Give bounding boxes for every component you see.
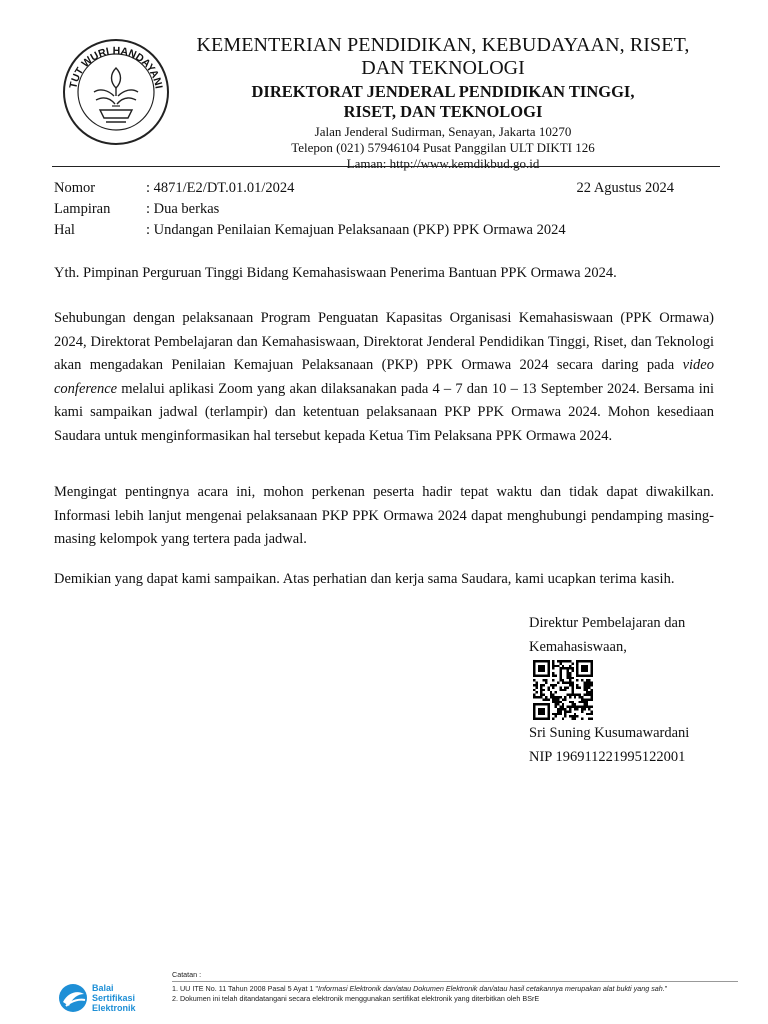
paragraph-1-end: melalui aplikasi Zoom yang akan dilaksanakan pada 4 – 7 dan 10 – 13 September 2024. Bersama ini kami sampaikan jadwal (terlampir) dan ketentuan pelaksanaan PKP PPK Ormawa 2024. Mohon kesediaan Saudara untuk menginformasikan hal tersebut kepada Ketua Tim Pelaksana PPK Ormawa 2024. — [54, 380, 714, 444]
bsre-logo — [56, 980, 166, 1016]
lampiran-value: : Dua berkas — [146, 201, 220, 217]
letter-date: 22 Agustus 2024 — [576, 180, 674, 196]
bsre-line2: Sertifikasi — [92, 993, 136, 1003]
footer-note-1-prefix: 1. UU ITE No. 11 Tahun 2008 Pasal 5 Ayat 1 " — [172, 984, 318, 993]
bsre-line3: Elektronik — [92, 1003, 136, 1013]
footer-note-2: 2. Dokumen ini telah ditandatangani secara elektronik menggunakan sertifikat elektronik yang diterbitkan oleh BSrE — [172, 994, 540, 1003]
meta-nomor-row — [54, 178, 674, 199]
paragraph-1 — [54, 307, 714, 448]
signatory-nip: NIP 196911221995122001 — [529, 748, 686, 765]
footer-note-1 — [172, 984, 738, 994]
letterhead — [176, 34, 710, 172]
svg-text:TUT WURI HANDAYANI: TUT WURI HANDAYANI — [67, 44, 165, 90]
footer-notes-header: Catatan : — [172, 970, 738, 982]
signatory — [529, 722, 749, 769]
tut-wuri-handayani-logo — [60, 36, 172, 148]
signatory-name: Sri Suning Kusumawardani — [529, 725, 690, 741]
paragraph-1-italic: video conference — [54, 357, 714, 397]
ministry-name-line2: DAN TEKNOLOGI — [361, 57, 525, 79]
bsre-line1: Balai — [92, 983, 114, 993]
paragraph-1-start: Sehubungan dengan pelaksanaan Program Penguatan Kapasitas Organisasi Kemahasiswaan (PPK Ormawa) 2024, Direktorat Pembelajaran dan Kemahasiswaan, Direktorat Jenderal Pendidikan Tinggi, Riset, dan Teknologi akan mengadakan Penilaian Kemajuan Pelaksanaan (PKP) PPK Ormawa 2024 secara daring pada — [54, 310, 714, 373]
footer-notes — [172, 970, 738, 1004]
hal-label: Hal — [54, 222, 75, 238]
meta-lampiran-row — [54, 199, 674, 220]
footer-note-1-suffix: " — [664, 984, 668, 993]
paragraph-2: Mengingat pentingnya acara ini, mohon perkenan peserta hadir tepat waktu dan tidak dapat diwakilkan. Informasi lebih lanjut mengenai pelaksanaan PKP PPK Ormawa 2024 dapat menghubungi pendamping masing-masing kelompok yang tertera pada jadwal. — [54, 484, 714, 547]
greeting: Yth. Pimpinan Perguruan Tinggi Bidang Kemahasiswaan Penerima Bantuan PPK Ormawa 2024. — [54, 265, 617, 281]
directorate-name-line2: RISET, DAN TEKNOLOGI — [343, 102, 543, 121]
qr-code-icon — [533, 660, 593, 720]
website-line: Laman: http://www.kemdikbud.go.id — [346, 156, 540, 171]
ministry-name-line1: KEMENTERIAN PENDIDIKAN, KEBUDAYAAN, RISET, — [196, 34, 690, 56]
phone-line: Telepon (021) 57946104 Pusat Panggilan ULT DIKTI 126 — [291, 140, 595, 155]
meta-hal-row — [54, 220, 674, 241]
nomor-value: : 4871/E2/DT.01.01/2024 — [146, 180, 295, 196]
footer-note-1-quote: Informasi Elektronik dan/atau Dokumen Elektronik dan/atau hasil cetakannya merupakan alat bukti yang sah. — [318, 984, 665, 993]
hal-value: : Undangan Penilaian Kemajuan Pelaksanaan (PKP) PPK Ormawa 2024 — [146, 222, 566, 238]
letterhead-divider — [52, 166, 720, 167]
signature-title-line2: Kemahasiswaan, — [529, 638, 627, 655]
signature-title-line1: Direktur Pembelajaran dan — [529, 615, 686, 631]
paragraph-3: Demikian yang dapat kami sampaikan. Atas perhatian dan kerja sama Saudara, kami ucapkan terima kasih. — [54, 571, 675, 587]
letter-meta — [54, 178, 674, 241]
address-line: Jalan Jenderal Sudirman, Senayan, Jakarta 10270 — [314, 124, 572, 139]
signature-title — [529, 612, 729, 659]
nomor-label: Nomor — [54, 180, 96, 196]
lampiran-label: Lampiran — [54, 201, 111, 217]
directorate-name-line1: DIREKTORAT JENDERAL PENDIDIKAN TINGGI, — [251, 82, 635, 101]
